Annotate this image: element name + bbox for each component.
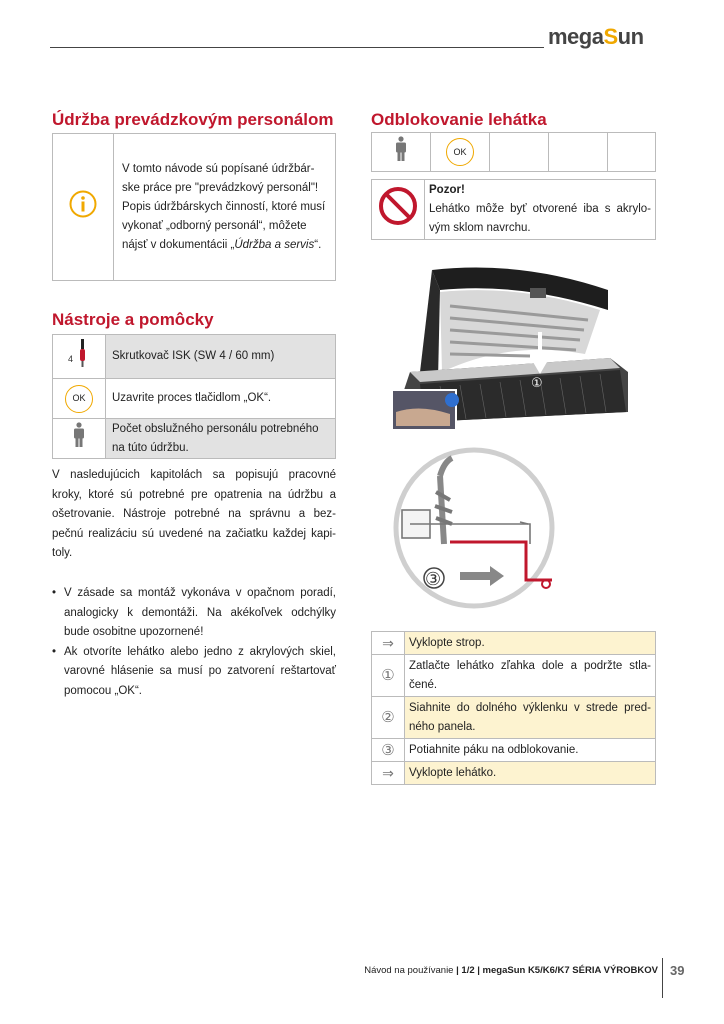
list-item: • V zásade sa montáž vykonáva v opačnom poradí, analogicky k demontáži. Na akékoľvek odchýlky bude osobitne upozornené! <box>52 584 336 643</box>
step-row <box>372 739 656 762</box>
info-icon-cell <box>53 134 114 281</box>
step-number-one: ① <box>372 655 405 697</box>
step-row <box>372 762 656 785</box>
step-row <box>372 697 656 739</box>
figure-label-three: ③ <box>425 569 442 590</box>
arrow-marker-icon: ⇒ <box>372 632 405 655</box>
maintenance-title: Údržba prevádzkovým personálom <box>52 110 334 129</box>
step-text: Vyklopte strop. <box>405 632 656 655</box>
ok-icon-cell <box>431 133 490 172</box>
warning-box <box>371 179 656 240</box>
ok-icon: OK <box>446 138 474 166</box>
info-box <box>52 133 336 281</box>
page-number: 39 <box>670 963 685 978</box>
step-number-two: ② <box>372 697 405 739</box>
step-text: Zatlačte lehátko zľahka dole a podržte stla- čené. <box>405 655 656 697</box>
screwdriver-icon <box>62 336 96 370</box>
ok-icon-cell <box>53 379 106 419</box>
intro-paragraph: V nasledujúcich kapitolách sa popisujú pracovné kroky, ktoré sú potrebné pre opatrenia na údržbu a ošetrovanie. Nástroje potrebné na správnu a bez- pečnú realizáciu sú uvedené na začiatku každej kapi- toly. <box>52 469 336 559</box>
empty-cell <box>549 133 608 172</box>
bullet-list <box>52 584 336 701</box>
screwdriver-icon-cell <box>53 335 106 379</box>
svg-text:4: 4 <box>68 354 74 364</box>
step-row <box>372 655 656 697</box>
step-text: Siahnite do dolného výklenku v strede pred- ného panela. <box>405 697 656 739</box>
footer-text: Návod na používanie | 1/2 | megaSun K5/K6/K7 SÉRIA VÝROBKOV <box>364 965 658 976</box>
info-text: V tomto návode sú popísané údržbár- ske práce pre "prevádzkový personál"! Popis údržbárskych činností, ktoré musí vykonať „odborný personál“, môžete nájsť v dokumentácii „Údržba a servis“. <box>114 134 336 281</box>
prohibition-icon-cell <box>372 180 425 240</box>
person-icon <box>394 136 408 162</box>
tanning-bed-illustration <box>380 262 642 620</box>
tools-title: Nástroje a pomôcky <box>52 310 214 329</box>
prohibition-icon <box>378 186 418 226</box>
list-item: • Ak otvoríte lehátko alebo jedno z akrylových skiel, varovné hlásenie sa musí po zatvorení reštartovať pomocou „OK“. <box>52 643 336 702</box>
person-icon <box>72 422 86 448</box>
footer-divider <box>662 958 663 998</box>
steps-table <box>371 631 656 785</box>
brand-logo: megaSun <box>548 24 644 49</box>
arrow-marker-icon: ⇒ <box>372 762 405 785</box>
unlock-tools-row <box>371 132 656 172</box>
tool-row-text: Skrutkovač ISK (SW 4 / 60 mm) <box>106 335 336 379</box>
warning-text: Pozor! Lehátko môže byť otvorené iba s akrylo- vým sklom navrchu. <box>425 180 656 240</box>
tools-table <box>52 334 336 459</box>
step-text: Potiahnite páku na odblokovanie. <box>405 739 656 762</box>
warning-title: Pozor! <box>429 184 465 196</box>
step-number-three: ③ <box>372 739 405 762</box>
ok-icon: OK <box>65 385 93 413</box>
step-text: Vyklopte lehátko. <box>405 762 656 785</box>
empty-cell <box>490 133 549 172</box>
empty-cell <box>608 133 656 172</box>
person-icon-cell <box>53 419 106 459</box>
person-icon-cell <box>372 133 431 172</box>
figure-label-two: ② <box>521 429 541 454</box>
info-icon <box>69 190 97 218</box>
figure-label-one: ① <box>531 376 543 391</box>
tool-row-text: Počet obslužného personálu potrebného na túto údržbu. <box>106 419 336 459</box>
unlock-title: Odblokovanie lehátka <box>371 110 547 129</box>
step-row <box>372 632 656 655</box>
tool-row-text: Uzavrite proces tlačidlom „OK“. <box>106 379 336 419</box>
header-rule <box>50 47 544 48</box>
